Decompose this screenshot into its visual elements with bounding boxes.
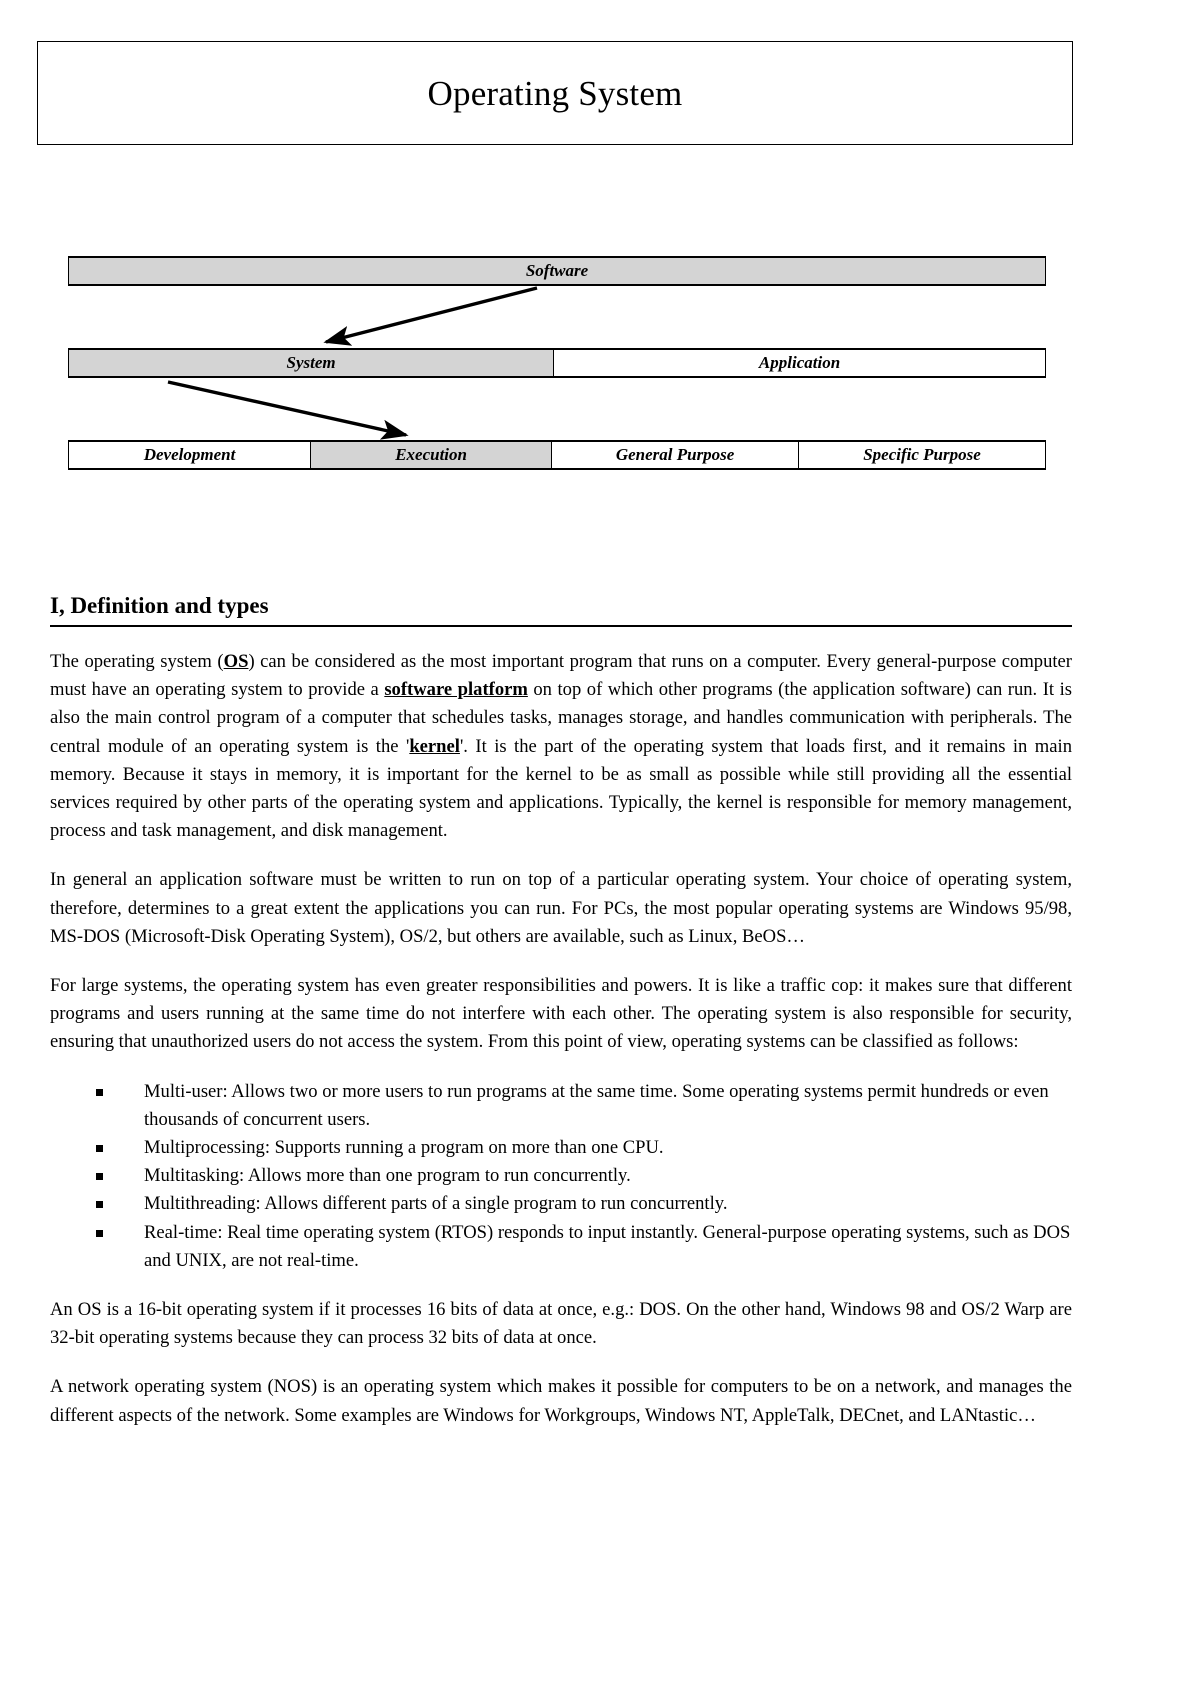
square-bullet-icon — [96, 1201, 103, 1208]
paragraph-application-software: In general an application software must be written to run on top of a particular operating system. Your choice of operating system, therefore, determines to a great extent the applications you can run. For PCs, the most popular operating systems are Windows 95/98, MS-DOS (Microsoft-Disk Operating System), OS/2, but others are available, such as Linux, BeOS… — [50, 869, 1072, 947]
diagram-cell-label: System — [286, 353, 336, 372]
diagram-row-software-subkind — [68, 440, 1046, 470]
list-item — [96, 1078, 1072, 1134]
list-item-text: Multi-user: Allows two or more users to run programs at the same time. Some operating systems permit hundreds or even thousands of concurrent users. — [144, 1080, 1049, 1130]
emphasis-os: OS — [223, 651, 249, 672]
list-item-text: Real-time: Real time operating system (RTOS) responds to input instantly. General-purpose operating systems, such as DOS and UNIX, are not real-time. — [144, 1221, 1071, 1271]
paragraph-large-systems: For large systems, the operating system has even greater responsibilities and powers. It is like a traffic cop: it makes sure that different programs and users running at the same time do not interfere with each other. The operating system is also responsible for security, ensuring that unauthorized users do not access the system. From this point of view, operating systems can be classified as follows: — [50, 975, 1072, 1053]
paragraph-bit-width: An OS is a 16-bit operating system if it processes 16 bits of data at once, e.g.: DOS. On the other hand, Windows 98 and OS/2 Warp are 32-bit operating systems because they can process 32 bits of data at once. — [50, 1299, 1072, 1349]
document-body — [50, 648, 1072, 1430]
para1-segment-3: on top of which other programs (the application software) can run. It is also the main control program of a computer that schedules tasks, manages storage, and handles communication with peripherals. The central module of an operating system is the ' — [50, 679, 1072, 757]
square-bullet-icon — [96, 1230, 103, 1237]
list-item — [96, 1162, 1072, 1190]
section-heading-text: I, Definition and types — [50, 593, 269, 618]
para1-segment-2: ) can be considered as the most important program that runs on a computer. Every general-purpose computer must have an operating system to provide a — [50, 651, 1072, 701]
diagram-cell-system — [69, 350, 553, 376]
diagram-row-software — [68, 256, 1046, 286]
list-item — [96, 1190, 1072, 1218]
diagram-cell-software — [69, 258, 1045, 284]
diagram-cell-label: Execution — [395, 445, 467, 464]
square-bullet-icon — [96, 1173, 103, 1180]
list-item — [96, 1134, 1072, 1162]
list-item-text: Multitasking: Allows more than one program to run concurrently. — [144, 1165, 631, 1187]
section-heading-block — [50, 592, 1072, 627]
diagram-cell-label: Development — [143, 445, 236, 464]
arrow-software-to-system — [326, 288, 537, 342]
diagram-cell-label: General Purpose — [615, 445, 735, 464]
diagram-cell-general-purpose — [551, 442, 798, 468]
diagram-cell-label: Software — [525, 261, 589, 280]
diagram-cell-development — [69, 442, 310, 468]
heading-divider — [50, 625, 1072, 627]
document-title-box — [37, 41, 1073, 145]
para1-segment-4: '. It is the part of the operating system that loads first, and it remains in main memory. Because it stays in memory, it is important for the kernel to be as small as possible while still providing all the essential services required by other parts of the operating system and applications. Typically, the kernel is responsible for memory management, process and task management, and disk management. — [50, 735, 1072, 842]
diagram-cell-label: Specific Purpose — [863, 445, 981, 464]
emphasis-software-platform: software platform — [384, 679, 528, 701]
square-bullet-icon — [96, 1145, 103, 1152]
page-title: Operating System — [427, 73, 683, 113]
list-item-text: Multithreading: Allows different parts of a single program to run concurrently. — [144, 1193, 728, 1215]
software-hierarchy-diagram — [68, 256, 1046, 478]
paragraph-network-os: A network operating system (NOS) is an operating system which makes it possible for computers to be on a network, and manages the different aspects of the network. Some examples are Windows for Workgroups, Windows NT, AppleTalk, DECnet, and LANtastic… — [50, 1376, 1072, 1426]
diagram-row-software-kind — [68, 348, 1046, 378]
paragraph-definition — [50, 648, 1072, 845]
os-classification-list — [50, 1078, 1072, 1275]
list-item — [96, 1219, 1072, 1275]
list-item-text: Multiprocessing: Supports running a program on more than one CPU. — [144, 1137, 664, 1159]
diagram-cell-application — [553, 350, 1045, 376]
para1-segment-1: The operating system ( — [50, 651, 224, 672]
diagram-cell-label: Application — [758, 353, 841, 372]
diagram-cell-execution — [310, 442, 551, 468]
emphasis-kernel: kernel — [409, 735, 460, 757]
diagram-cell-specific-purpose — [798, 442, 1045, 468]
arrow-system-to-execution — [168, 382, 406, 435]
square-bullet-icon — [96, 1089, 103, 1096]
